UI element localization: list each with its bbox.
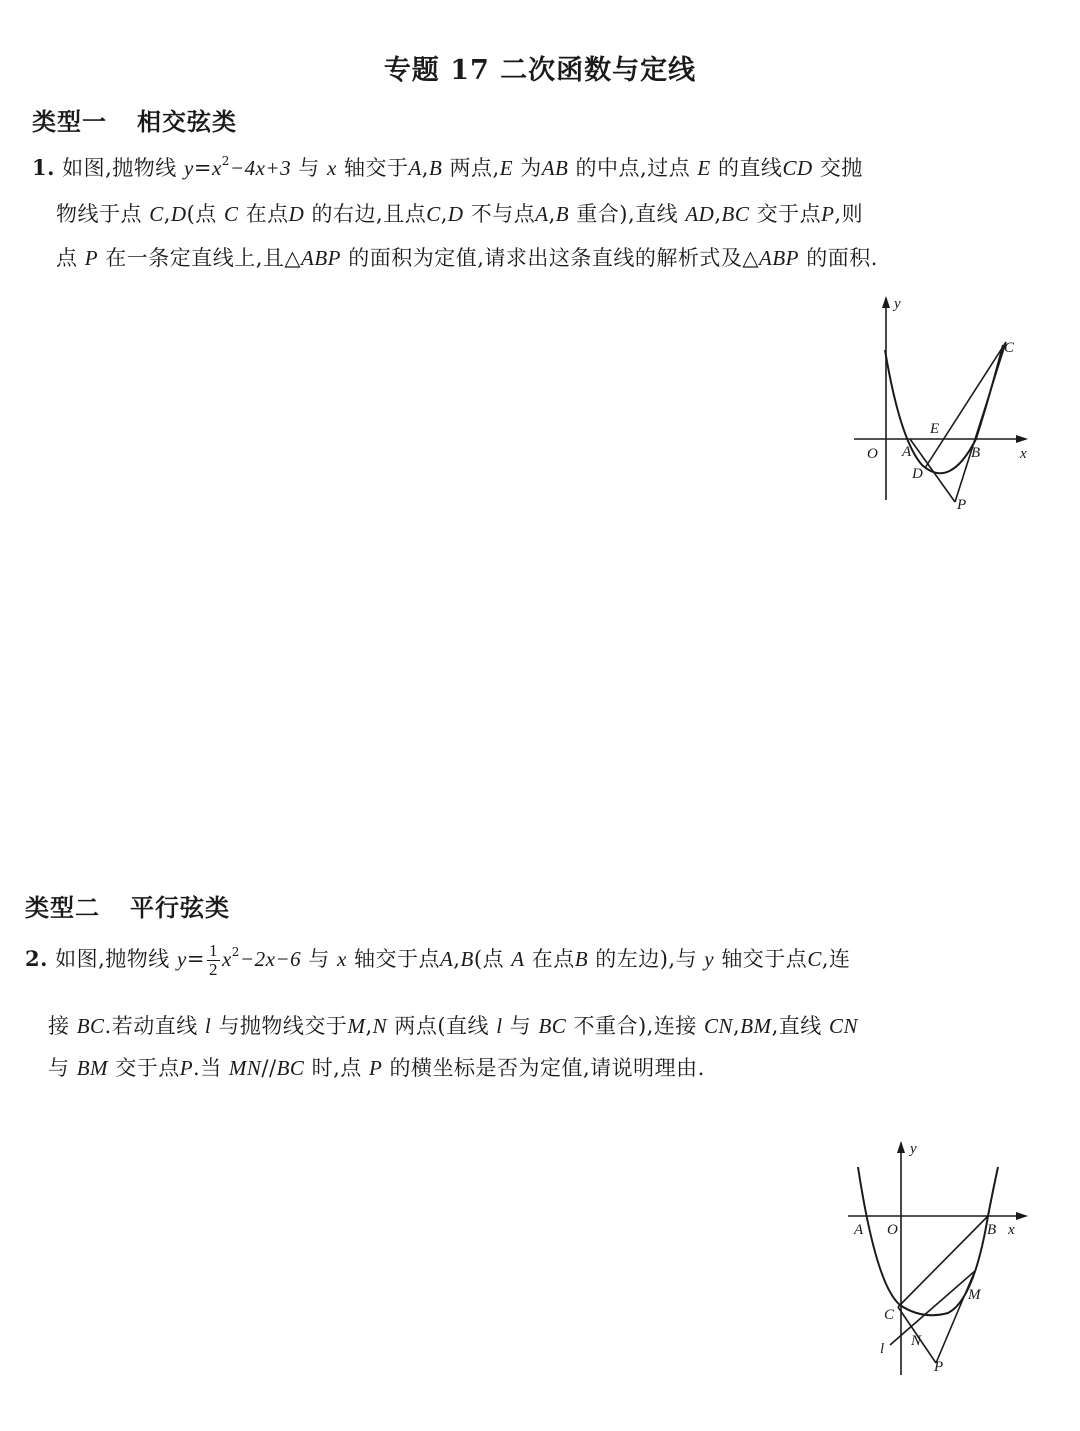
label-o: O <box>887 1222 898 1238</box>
label-l: l <box>880 1341 885 1357</box>
problem-number: 1. <box>32 155 55 180</box>
label-p: P <box>957 497 967 513</box>
figure-2-graph <box>840 1135 1040 1380</box>
label-y: y <box>894 296 901 312</box>
label-c: C <box>1004 340 1015 356</box>
x-axis-arrow-icon <box>1016 435 1028 443</box>
x-axis-arrow-icon <box>1016 1212 1028 1220</box>
section-type-label: 类型二 <box>25 894 100 922</box>
problem-1-line-2: 物线于点 C,D(点 C 在点D 的右边,且点C,D 不与点A,B 重合),直线 AD,BC 交于点P,则 <box>56 202 864 226</box>
label-x: x <box>1008 1222 1015 1238</box>
label-m: M <box>968 1287 981 1303</box>
fraction-one-half: $\frac{1}{2}$ <box>208 941 218 979</box>
y-axis-arrow-icon <box>897 1141 905 1153</box>
label-e: E <box>930 421 940 437</box>
line-cd <box>925 342 1006 468</box>
label-y: y <box>910 1141 917 1157</box>
label-c: C <box>884 1307 895 1323</box>
problem-1-line-3: 点 P 在一条定直线上,且△ABP 的面积为定值,请求出这条直线的解析式及△ABP 的面积. <box>56 246 878 270</box>
section-type-name: 相交弦类 <box>137 108 237 136</box>
label-p: P <box>934 1359 944 1375</box>
label-x: x <box>1020 446 1027 462</box>
problem-2-line-3: 与 BM 交于点P.当 MN//BC 时,点 P 的横坐标是否为定值,请说明理由. <box>48 1056 705 1080</box>
problem-2-line-1: 2. 如图,抛物线 y= $\frac{1}{2}$ $x^2-2x-6$ 与 x 轴交于点A,B(点 A 在点B 的左边),与 y 轴交于点C,连 <box>25 941 851 979</box>
label-n: N <box>911 1333 922 1349</box>
figure-1-graph <box>840 290 1040 520</box>
line-bc <box>955 342 1006 502</box>
page-title: 专题 17 二次函数与定线 <box>383 55 697 86</box>
section-type-label: 类型一 <box>32 108 107 136</box>
section-type-name: 平行弦类 <box>130 894 230 922</box>
y-axis-arrow-icon <box>882 296 890 308</box>
label-a: A <box>902 444 912 460</box>
label-a: A <box>854 1222 864 1238</box>
problem-number: 2. <box>25 945 48 971</box>
problem-1-line-1: 1. 如图,抛物线 $y=x^2-4x+3$ 与 x 轴交于A,B 两点,E 为AB 的中点,过点 E 的直线CD 交抛 <box>32 154 863 180</box>
label-o: O <box>867 446 878 462</box>
label-b: B <box>971 445 981 461</box>
section-heading-2 <box>25 888 230 923</box>
section-heading-1 <box>32 102 237 137</box>
problem-2-line-2: 接 BC.若动直线 l 与抛物线交于M,N 两点(直线 l 与 BC 不重合),连接 CN,BM,直线 CN <box>48 1014 858 1038</box>
label-d: D <box>912 466 923 482</box>
label-b: B <box>987 1222 997 1238</box>
